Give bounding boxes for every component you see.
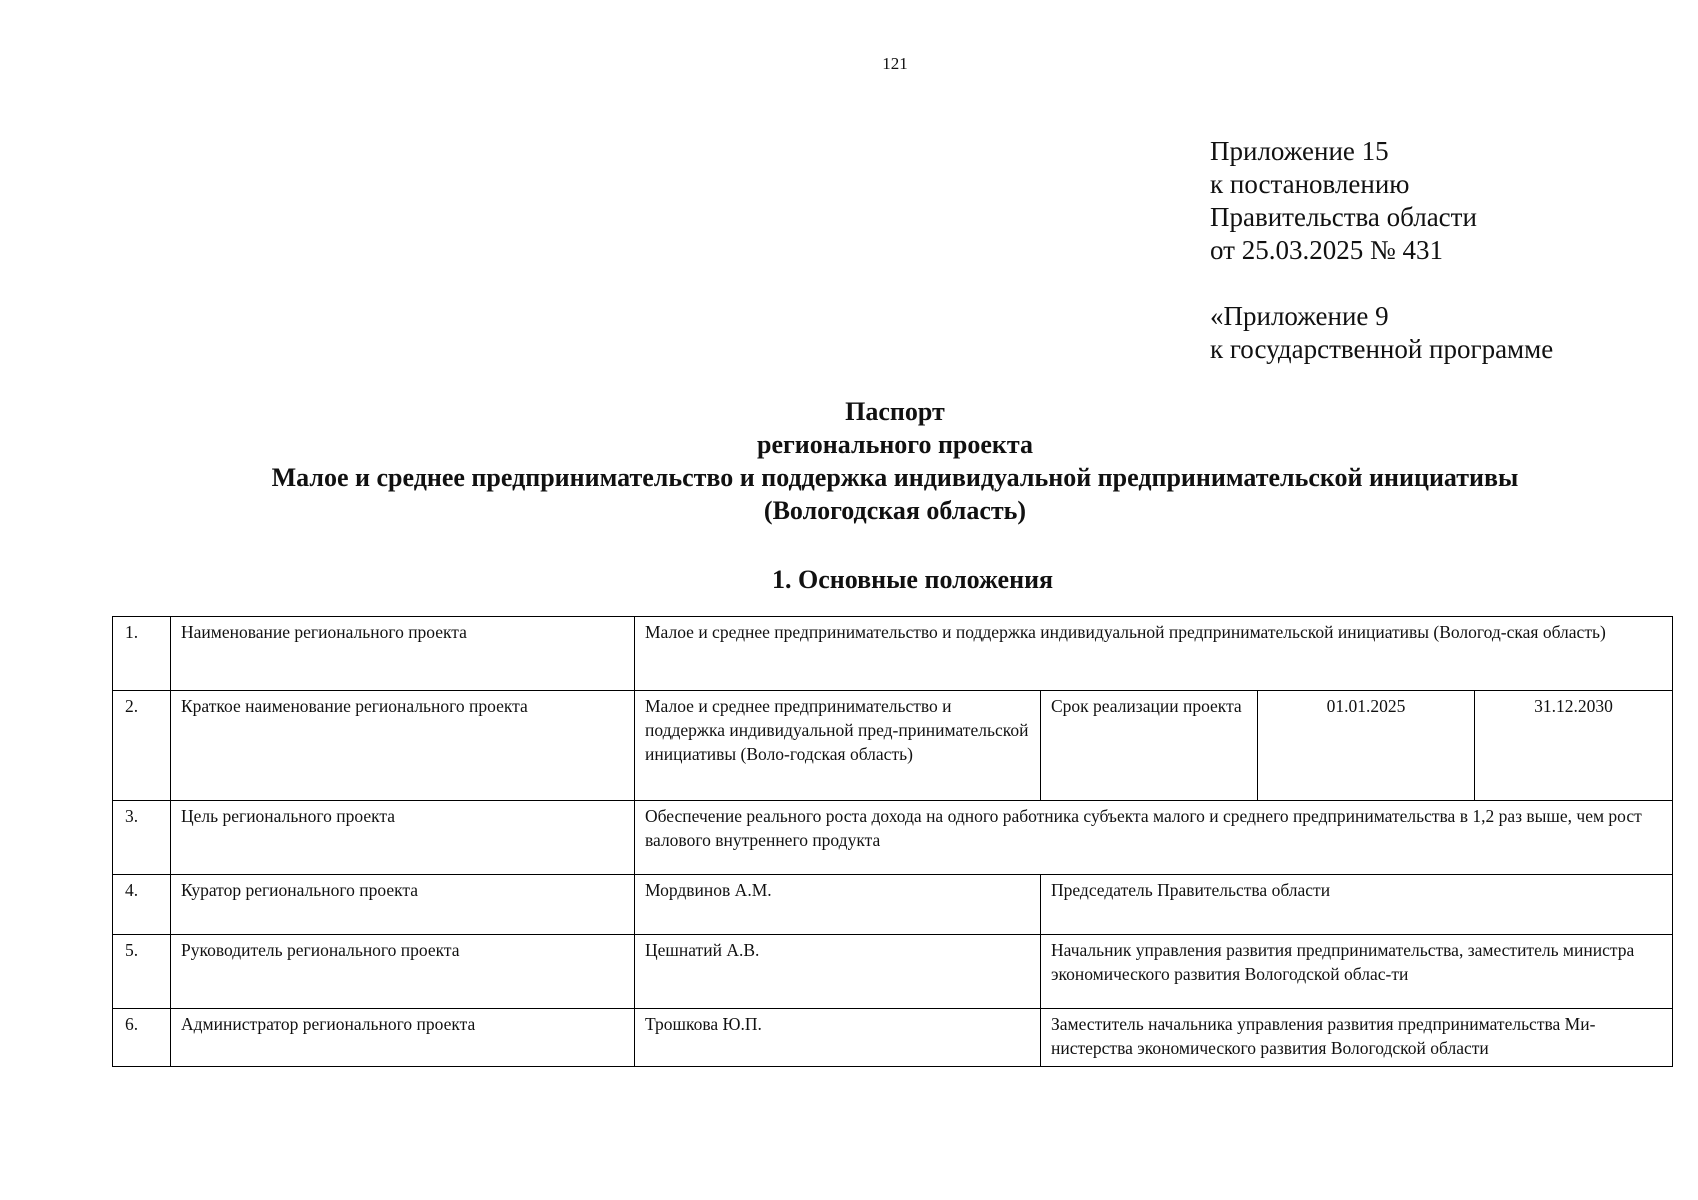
row-label: Краткое наименование регионального проекта [171,691,635,801]
row-number: 1. [113,617,171,691]
row-label: Наименование регионального проекта [171,617,635,691]
appendix-line: к государственной программе [1210,334,1554,364]
row-number: 4. [113,875,171,935]
title-line: регионального проекта [756,430,1034,459]
table-row [113,801,1673,875]
document-title [0,395,1698,527]
row-number: 2. [113,691,171,801]
title-line: Паспорт [845,397,945,426]
row-label: Куратор регионального проекта [171,875,635,935]
row-label: Цель регионального проекта [171,801,635,875]
title-line: (Вологодская область) [763,496,1027,525]
row-value: Малое и среднее предпринимательство и поддержка индивидуальной предпринимательской инициативы (Вологод-ская область) [635,617,1673,691]
page-number: 121 [882,54,908,73]
passport-table [112,616,1673,1067]
section-title: 1. Основные положения [772,565,1054,594]
row-value: Обеспечение реального роста дохода на одного работника субъекта малого и среднего предпринимательства в 1,2 раз выше, чем рост валового внутреннего продукта [635,801,1673,875]
person-name: Трошкова Ю.П. [635,1009,1041,1067]
appendix-line: «Приложение 9 [1210,301,1389,331]
table-row [113,1009,1673,1067]
person-position: Начальник управления развития предпринимательства, заместитель министра экономического развития Вологодской облас-ти [1041,935,1673,1009]
table-row [113,617,1673,691]
appendix-line: от 25.03.2025 № 431 [1210,235,1443,265]
row-label: Администратор регионального проекта [171,1009,635,1067]
row-number: 3. [113,801,171,875]
end-date: 31.12.2030 [1475,691,1673,801]
start-date: 01.01.2025 [1258,691,1475,801]
table-row [113,935,1673,1009]
row-number: 6. [113,1009,171,1067]
table-row [113,875,1673,935]
row-value: Малое и среднее предпринимательство и поддержка индивидуальной пред-принимательской инициативы (Воло-годская область) [635,691,1041,801]
person-name: Мордвинов А.М. [635,875,1041,935]
person-position: Председатель Правительства области [1041,875,1673,935]
row-number: 5. [113,935,171,1009]
person-position: Заместитель начальника управления развития предпринимательства Ми-нистерства экономического развития Вологодской области [1041,1009,1673,1067]
table-row [113,691,1673,801]
title-line: Малое и среднее предпринимательство и поддержка индивидуальной предпринимательской инициативы [271,463,1519,492]
appendix-block [1210,135,1553,366]
person-name: Цешнатий А.В. [635,935,1041,1009]
appendix-line: к постановлению [1210,169,1410,199]
period-label: Срок реализации проекта [1041,691,1258,801]
row-label: Руководитель регионального проекта [171,935,635,1009]
appendix-line: Правительства области [1210,202,1477,232]
appendix-line: Приложение 15 [1210,136,1389,166]
